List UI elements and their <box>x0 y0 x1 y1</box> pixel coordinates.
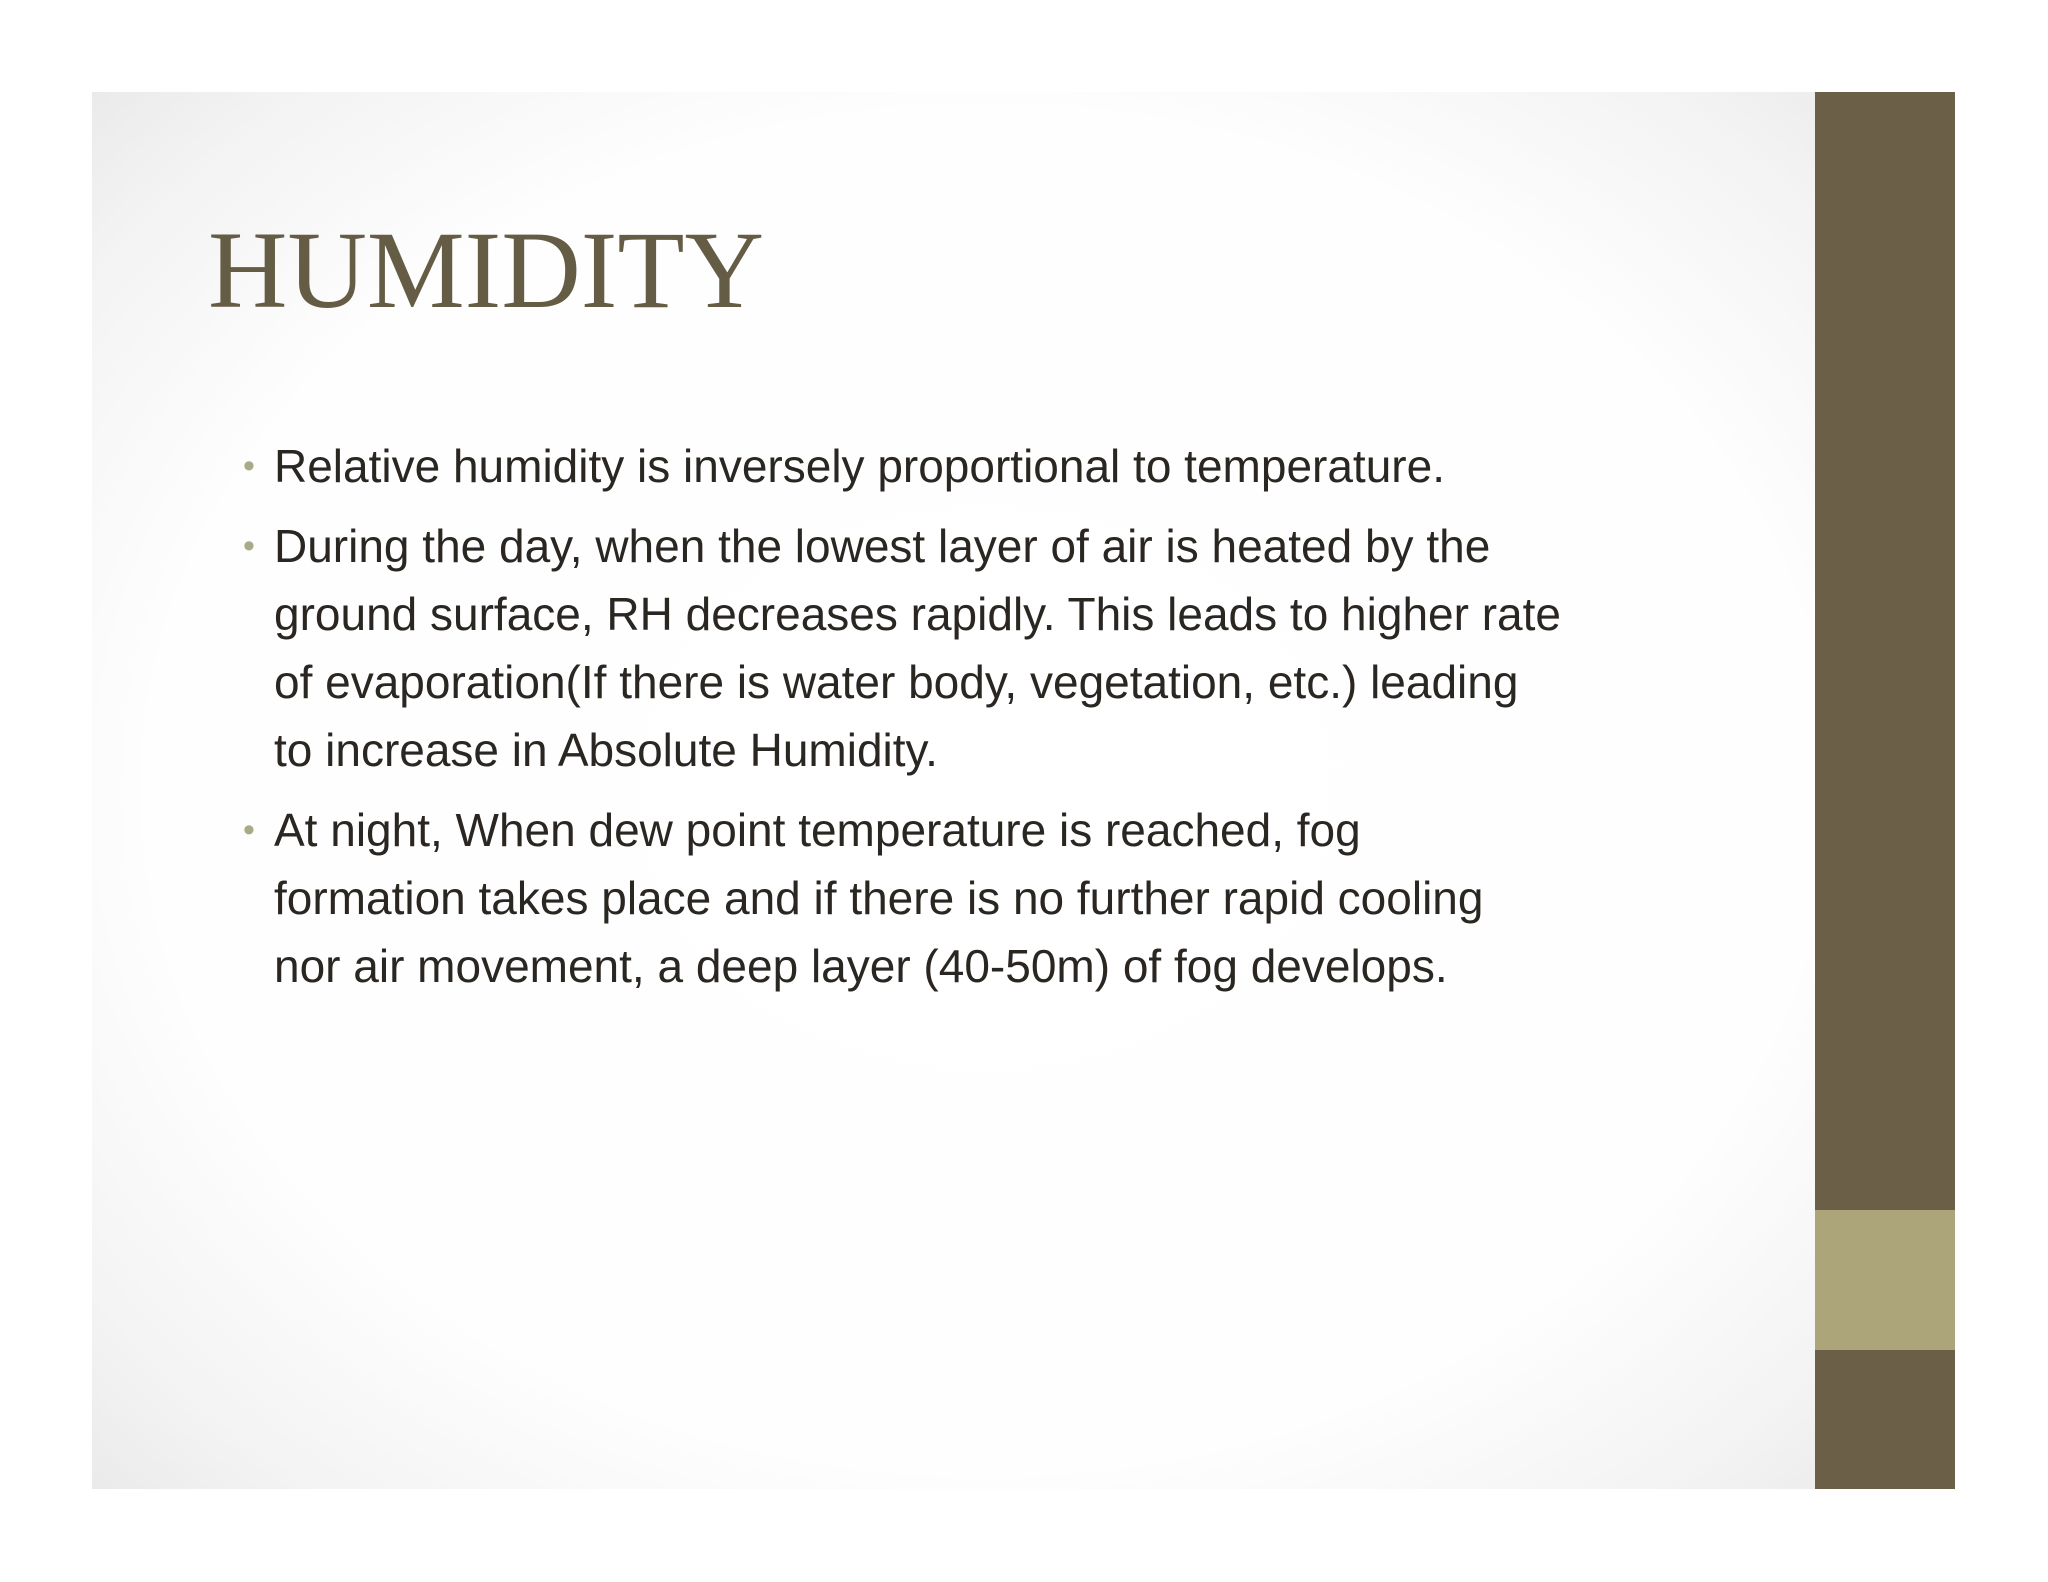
side-bar <box>1815 92 1955 1489</box>
bullet-marker: • <box>243 811 255 849</box>
bullet-text: At night, When dew point temperature is reached, fog formation takes place and if there is no further rapid cooling nor air movement, a deep layer (40-50m) of fog develops. <box>274 804 1484 992</box>
bullet-item <box>224 796 1814 1000</box>
bullet-marker: • <box>243 447 255 485</box>
bullet-item <box>224 432 1814 500</box>
side-bar-accent <box>1815 1210 1955 1350</box>
bullet-item <box>224 512 1814 784</box>
slide-title: HUMIDITY <box>208 209 765 331</box>
bullet-text: Relative humidity is inversely proportional to temperature. <box>274 440 1445 492</box>
bullet-list <box>224 432 1814 1012</box>
slide <box>92 92 1955 1489</box>
bullet-text: During the day, when the lowest layer of air is heated by the ground surface, RH decreases rapidly. This leads to higher rate of evaporation(If there is water body, vegetation, etc.) leading to increase in Absolute Humidity. <box>274 520 1561 776</box>
bullet-marker: • <box>243 527 255 565</box>
